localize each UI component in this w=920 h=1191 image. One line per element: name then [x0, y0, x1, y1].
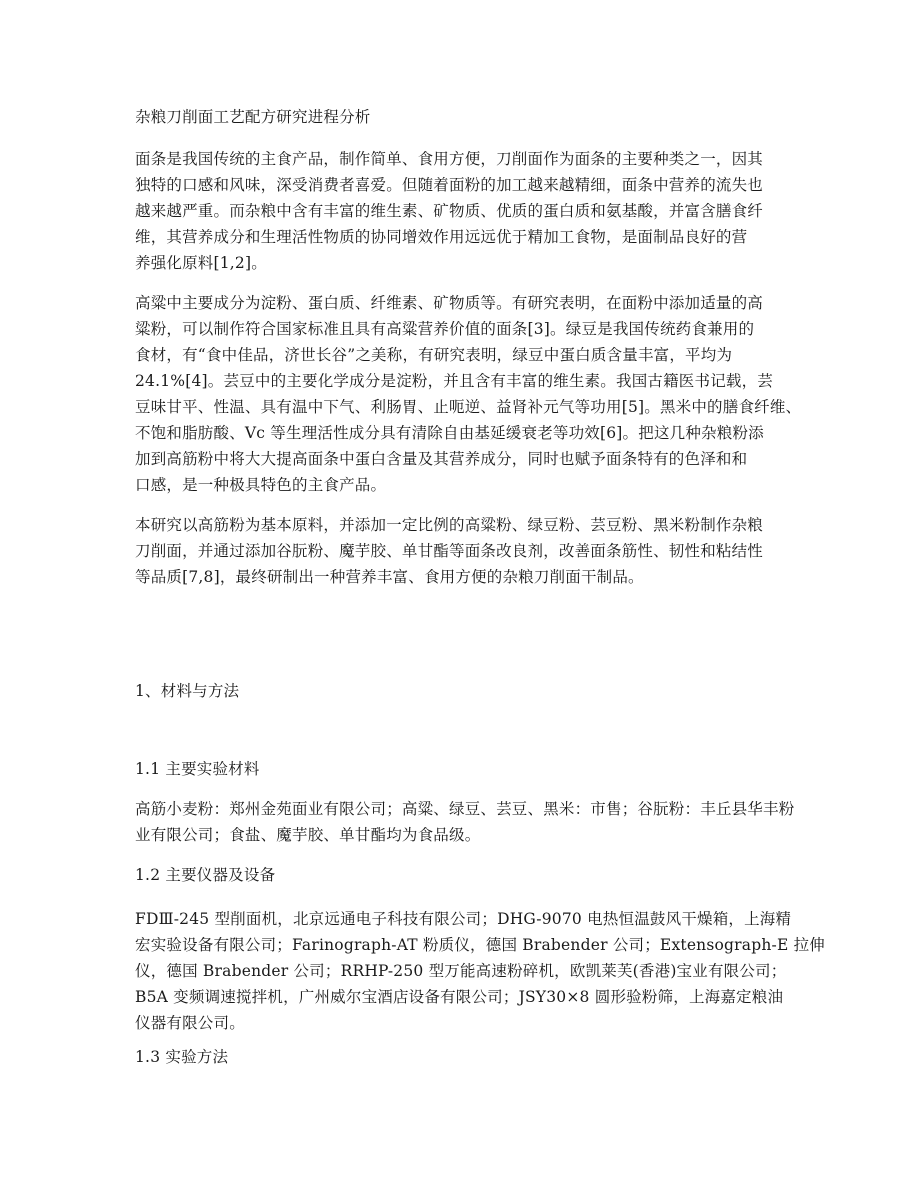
- paragraph-line: 仪，德国 Brabender 公司；RRHP-250 型万能高速粉碎机，欧凯莱芙(香港)宝业有限公司；: [135, 962, 787, 980]
- paragraph-line: 刀削面，并通过添加谷朊粉、魔芋胶、单甘酯等面条改良剂，改善面条筋性、韧性和粘结性: [135, 542, 764, 560]
- paragraph-line: FDⅢ-245 型削面机，北京远通电子科技有限公司；DHG-9070 电热恒温鼓风干燥箱，上海精: [135, 910, 792, 928]
- paragraph-line: 维，其营养成分和生理活性物质的协同增效作用远远优于精加工食物，是面制品良好的营: [135, 228, 748, 246]
- paragraph-line: 仪器有限公司。: [135, 1014, 245, 1032]
- paragraph-line: 食材，有“食中佳品，济世长谷”之美称，有研究表明，绿豆中蛋白质含量丰富，平均为: [135, 346, 733, 364]
- paragraph-line: 高粱中主要成分为淀粉、蛋白质、纤维素、矿物质等。有研究表明，在面粉中添加适量的高: [135, 294, 764, 312]
- subsection-heading: 1.1 主要实验材料: [135, 760, 260, 778]
- paragraph-line: 业有限公司；食盐、魔芋胶、单甘酯均为食品级。: [135, 826, 481, 844]
- paragraph-line: 等品质[7,8]，最终研制出一种营养丰富、食用方便的杂粮刀削面干制品。: [135, 568, 644, 586]
- subsection-heading: 1.3 实验方法: [135, 1048, 229, 1066]
- paragraph-line: 宏实验设备有限公司；Farinograph-AT 粉质仪，德国 Brabender 公司；Extensograph-E 拉伸: [135, 936, 826, 954]
- paragraph-line: 独特的口感和风味，深受消费者喜爱。但随着面粉的加工越来越精细，面条中营养的流失也: [135, 176, 764, 194]
- paragraph-line: 养强化原料[1,2]。: [135, 254, 267, 272]
- paragraph-line: 豆味甘平、性温、具有温中下气、利肠胃、止呃逆、益肾补元气等功用[5]。黑米中的膳食纤维、: [135, 398, 802, 416]
- section-heading: 1、材料与方法: [135, 682, 240, 700]
- paragraph-line: 不饱和脂肪酸、Vc 等生理活性成分具有清除自由基延缓衰老等功效[6]。把这几种杂粮粉添: [135, 424, 764, 442]
- paragraph-line: 本研究以高筋粉为基本原料，并添加一定比例的高粱粉、绿豆粉、芸豆粉、黑米粉制作杂粮: [135, 516, 764, 534]
- paragraph-line: 口感，是一种极具特色的主食产品。: [135, 476, 387, 494]
- paragraph-line: 加到高筋粉中将大大提高面条中蛋白含量及其营养成分，同时也赋予面条特有的色泽和和: [135, 450, 748, 468]
- paragraph-line: 越来越严重。而杂粮中含有丰富的维生素、矿物质、优质的蛋白质和氨基酸，并富含膳食纤: [135, 202, 764, 220]
- document-title: 杂粮刀削面工艺配方研究进程分析: [135, 108, 371, 126]
- paragraph-line: 面条是我国传统的主食产品，制作简单、食用方便，刀削面作为面条的主要种类之一，因其: [135, 150, 764, 168]
- subsection-heading: 1.2 主要仪器及设备: [135, 866, 276, 884]
- paragraph-line: 24.1%[4]。芸豆中的主要化学成分是淀粉，并且含有丰富的维生素。我国古籍医书记载，芸: [135, 372, 773, 390]
- paragraph-line: 粱粉，可以制作符合国家标准且具有高粱营养价值的面条[3]。绿豆是我国传统药食兼用的: [135, 320, 755, 338]
- paragraph-line: B5A 变频调速搅拌机，广州威尔宝酒店设备有限公司；JSY30×8 圆形验粉筛，上海嘉定粮油: [135, 988, 784, 1006]
- paragraph-line: 高筋小麦粉：郑州金苑面业有限公司；高粱、绿豆、芸豆、黑米：市售；谷朊粉：丰丘县华丰粉: [135, 800, 795, 818]
